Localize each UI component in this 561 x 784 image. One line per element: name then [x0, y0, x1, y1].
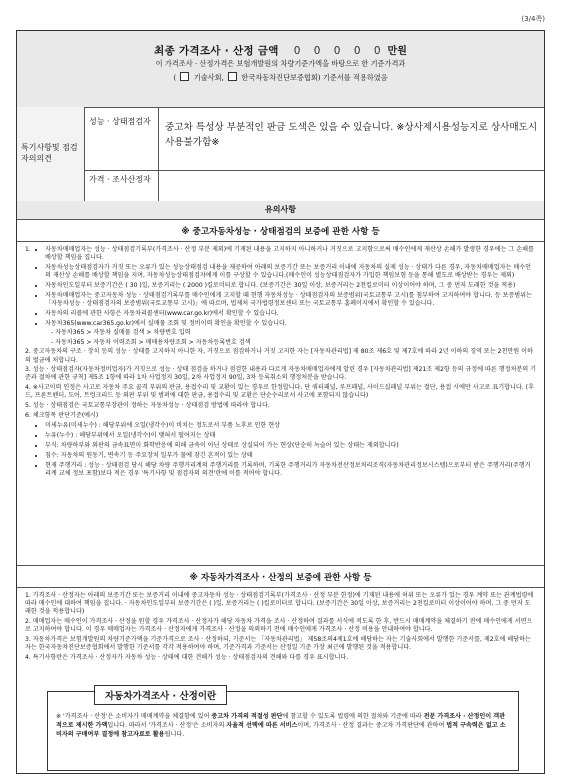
price-title: 최종 가격조사 · 산정 금액 [154, 45, 279, 57]
list-item: • 자동차성능상태점검자가 거짓 또는 오류가 있는 성능상태점검 내용을 제공하여 아래의 보증기간 또는 보증거리 이내에 자동차의 실제 성능 · 상태가 다른 경우, 자동차매매업자는 매수인의 재산상 손해를 배상할 책임을 지며, 자동차성능상태점검자에게 이를 구상할 수 있습니다.(매수인이 성능상태점검자가 가입한 책임보험 등을 통해 별도로 배상받는 경우는 제외) [45, 264, 536, 280]
definition-box [47, 691, 519, 771]
list-item: • 부식: 차량하부와 외판의 금속표면이 화학반응에 의해 금속이 아닌 상태로 상실되어 가는 현상(단순히 녹슬어 있는 상태는 제외합니다) [45, 442, 536, 450]
list-item: 3. 자동차가격은 보험개발원의 차량기준가액을 기준가격으로 조사 · 산정하되, 기준서는 「자동차관리법」 제58조의4제1호에 해당하는 자는 기술사회에서 발행한 기준서를, 제2호에 해당하는 자는 한국자동차진단보증협회에서 발행한 기준서를 각각 적용하여야 하며, 기준가격과 기준서는 산정일 기준 가장 최근에 발행된 것을 적용합니다. [25, 636, 531, 652]
list-item: • 침수: 자동차의 원동기, 변속기 등 주요장치 일부가 물에 잠긴 흔적이 있는 상태 [45, 452, 536, 460]
price-unit: 만원 [387, 46, 407, 57]
inspector-opinion[interactable]: 중고차 특성상 부분적인 판금 도색은 있을 수 있습니다. ※상사제시용성능지로 상사매도시 사용불가함※ [159, 107, 544, 171]
notes-heading: 유의사항 [17, 201, 544, 220]
list-item: 4. ※사고이력 인정은 사고로 자동차 주요 골격 부위의 판금, 용접수리 및 교환이 있는 경우로 한정합니다. 단 쿼터패널, 루프패널, 사이드실패널 부위는 절단, 용접 시에만 사고로 표기합니다. (후드, 프론트펜더, 도어, 트렁크리드 등 외판 부위 및 범퍼에 대한 판금, 용접수리 및 교환은 단순수리로서 사고에 포함되지 않습니다) [25, 384, 534, 400]
item1-number: 1. [25, 246, 31, 253]
divider [17, 241, 544, 242]
definition-emphasis: 전문 가격조사 · 산정인이 객관적으로 제시한 가액 [56, 713, 506, 730]
paren-open: ( [173, 73, 177, 82]
option-engineers-assoc: 기술사회 [193, 73, 222, 82]
sub-line: - 자동차365 > 자동차 실매물 검색 > 차량번호 입력 [51, 328, 191, 336]
definition-emphasis: 자율적 선택에 따른 서비스 [226, 722, 298, 730]
item1 [25, 246, 536, 347]
price-basis-line2: ( 기술사회, 한국자동차진단보증협회) 기준서를 적용하였음 [173, 73, 388, 82]
item1-list [25, 246, 536, 328]
list-item: 5. 성능 · 상태점검은 국토교통부장관이 정하는 자동차성능 · 상태점검 방법에 따라야 합니다. [25, 402, 270, 410]
list-item: • 자동차인도일부터 보증기간은 ( 30 )일, 보증거리는 ( 2000 )킬로미터로 합니다. (보증기간은 30일 이상, 보증거리는 2천킬로미터 이상이어야 하며, 그 중 먼저 도래한 것을 적용) [45, 282, 536, 290]
list-item: • 누유(누수) : 해당부위에서 오일(냉각수)이 맺혀서 떨어지는 상태 [45, 432, 536, 440]
opinion-label: 특기사항및 점검자의의견 [17, 107, 85, 201]
price-basis-line1: 이 가격조사 · 산정가격은 보험개발원의 차량기준가액을 바탕으로 한 기준가격과 [155, 59, 406, 68]
list-item: • 미세누유(미세누수) : 해당부위에 오일(냉각수)이 비치는 정도로서 부품 노후로 인한 현상 [45, 422, 536, 430]
definition-part: 이며, 가격조사 · 산정 결과는 중고차 가격판단에 관하여 [297, 722, 447, 730]
list-item: • 자동차매매업자는 성능 · 상태점검기록부(가격조사 · 산정 부분 제외)에 기재된 내용을 고지하지 아니하거나 거짓으로 고지함으로써 매수인에게 재산상 손해가 발생한 경우에는 그 손해를 배상할 책임을 집니다. [45, 246, 536, 262]
definition-part: 에 참고할 수 있도록 법령에 의한 절차와 기준에 따라 [282, 713, 424, 720]
page-number: (3/4쪽) [521, 15, 545, 23]
list-item: 4. 특기사항란은 가격조사 · 산정자가 자동차 성능 · 상태에 대한 견해가 성능 · 상태점검자의 견해와 다를 경우 표시합니다. [25, 654, 349, 662]
inspection-sheet [16, 30, 545, 774]
definition-part: ※ '가격조사 · 산정'은 소비자가 매매계약을 체결함에 있어 [56, 713, 212, 720]
inspector-label: 성능 · 상태점검자 [85, 107, 159, 171]
list-item: • 자동차매매업자는 중고자동차 성능 · 상태점검기록부를 매수인에게 고지할 때 현행 자동차성능 · 상태점검자의 보증범위(국토교통부 고시)를 첨부하여 고지하여야 합니다. 등 보증범위는 「자동차성능 · 상태점검자의 보증범위(국토교통부 고시)」에 따르며, 법제처 국가법령정보센터 또는 국토교통부 홈페이지에서 확인할 수 있습니다. [45, 292, 536, 308]
section2-heading: ※ 자동차가격조사 · 산정의 보증에 관한 사항 등 [189, 573, 372, 583]
list-item: • 현재 주행거리 : 성능 · 상태점검 당시 해당 차량 주행거리계의 주행거리를 기록하며, 기록한 주행거리가 자동차전산정보처리조직(자동차관리정보시스템)으로부터 받은 주행거리(주행거리계 교체 정보 포함)보다 적은 경우 '특기사항 및 점검자의 의견'란에 이를 적어야 합니다. [45, 462, 536, 478]
definition-part: 입니다. 따라서 '가격조사 · 산정'은 소비자의 [107, 722, 227, 730]
definition-emphasis: 중고차 가격의 적절성 판단 [211, 713, 283, 720]
list-item: 2. 중고자동차의 구조 · 장치 등의 성능 · 상태를 고지하지 아니한 자, 거짓으로 점검하거나 거짓 고지한 자는 [자동차관리법] 제 80조 제6호 및 제7호에 따라 2년 이하의 징역 또는 2천만원 이하의 벌금에 처합니다. [25, 348, 533, 364]
divider [17, 587, 544, 588]
checkbox-icon[interactable] [228, 72, 237, 81]
section1-body [25, 246, 536, 480]
list-item: • 자동차365(www.car365.go.kr)에서 실매물 조회 및 정비이력 확인을 확인할 수 있습니다. [45, 320, 536, 328]
definition-part: 됩니다. [164, 731, 185, 739]
definition-text [56, 712, 510, 739]
item6-list [25, 422, 536, 478]
list-item: • 자동차의 리콜에 관한 사항은 자동차리콜센터(www.car.go.kr)에서 확인할 수 있습니다. [45, 310, 536, 318]
definition-emphasis: 법적 구속력은 없고 소비자의 구매여부 결정에 참고자료로 활용 [56, 722, 506, 739]
list-item: 2. 매매업자는 매수인이 가격조사 · 산정을 원할 경우 가격조사 · 산정자가 해당 자동차 가격을 조사 · 산정하여 결과를 서식에 적도록 한 후, 반드시 매매계약을 체결하기 전에 매수인에게 서면으로 고지하여야 합니다. 이 경우 매매업자는 가격조사 · 산정자에게 가격조사 · 산정을 의뢰하기 전에 매수인에게 가격조사 · 산정 비용을 안내하여야 합니다. [25, 618, 533, 634]
opinion-section [17, 107, 544, 202]
sub-line: - 자동차365 > 자동차 이력조회 > 매매용차량조회 > 자동차등록번호 검색 [51, 338, 251, 346]
definition-title: 자동차가격조사 · 산정이란 [94, 685, 227, 705]
option-diagnosis-assoc: 한국자동차진단보증협회) 기준서를 적용하였음 [241, 73, 388, 82]
list-item: 6. 체크항목 판단기준(예시) [25, 412, 99, 420]
section2-body [25, 592, 536, 664]
list-item: 3. 성능 · 상태점검자(자동차정비업자)가 거짓으로 성능 · 상태 점검을 하거나 점검한 내용과 다르게 자동차매매업자에게 알린 경우 [자동차관리법] 제21조 제2항 등의 규정에 따른 행정처분의 기준과 절차에 관한 규칙] 제5조 1항에 따라 1차 사업정지 30일, 2차 사업정지 90일, 3차 등록취소의 행정처분을 받습니다. [25, 366, 536, 382]
section1-heading: ※ 중고자동차성능 · 상태점검의 보증에 관한 사항 등 [181, 227, 380, 237]
appraiser-label: 가격 · 조사산정자 [85, 171, 159, 201]
price-digits: 0 0 0 0 0 [293, 45, 386, 57]
list-item: 1. 가격조사 · 산정자는 아래의 보증기간 또는 보증거리 이내에 중고자동차 성능 · 상태점검기록부(가격조사 · 산정 부분 한정)에 기재된 내용에 허위 또는 오류가 있는 경우 계약 또는 관계법령에 따라 매수인에 대하여 책임을 집니다. · 자동차인도일부터 보증기간은 ( )일, 보증거리는 ( )킬로미터로 합니다. (보증기간은 30일 이상, 보증거리는 2천킬로미터 이상이어야 하며, 그 중 먼저 도래한 것을 적용합니다) [25, 592, 534, 616]
divider [17, 565, 544, 566]
price-title-row [17, 39, 544, 58]
checkbox-icon[interactable] [180, 72, 189, 81]
price-header [17, 31, 544, 108]
